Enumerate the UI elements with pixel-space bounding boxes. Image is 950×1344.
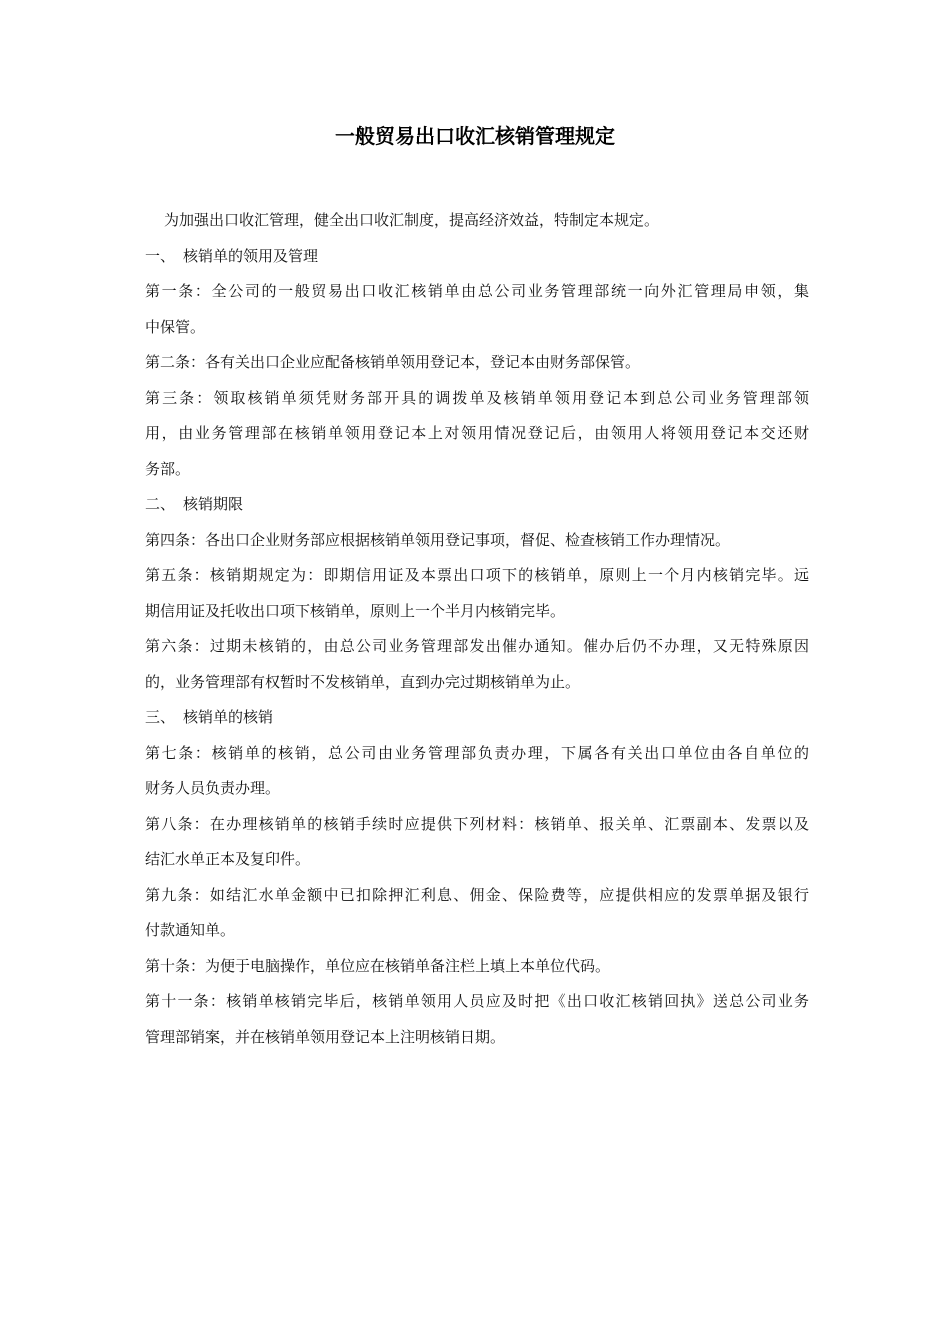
article-7-line-2: 财务人员负责办理。	[145, 779, 281, 797]
article-3-line-2: 用，由业务管理部在核销单领用登记本上对领用情况登记后，由领用人将领用登记本交还财	[145, 424, 809, 442]
article-11-line-1: 第十一条：核销单核销完毕后，核销单领用人员应及时把《出口收汇核销回执》送总公司业务	[145, 992, 809, 1010]
article-4-line-1: 第四条：各出口企业财务部应根据核销单领用登记事项，督促、检查核销工作办理情况。	[145, 530, 731, 549]
article-5-line-1: 第五条：核销期规定为：即期信用证及本票出口项下的核销单，原则上一个月内核销完毕。远	[145, 566, 809, 584]
article-10-line-1: 第十条：为便于电脑操作，单位应在核销单备注栏上填上本单位代码。	[145, 956, 611, 975]
section-title: 核销期限	[183, 495, 244, 513]
article-3-line-3: 务部。	[145, 459, 191, 478]
section-number: 二、	[145, 495, 176, 513]
article-5-line-2: 期信用证及托收出口项下核销单，原则上一个半月内核销完毕。	[145, 601, 566, 620]
article-6-line-1: 第六条：过期未核销的，由总公司业务管理部发出催办通知。催办后仍不办理，又无特殊原因	[145, 637, 809, 655]
article-2-line-1: 第二条：各有关出口企业应配备核销单领用登记本，登记本由财务部保管。	[145, 353, 641, 371]
document-title: 一般贸易出口收汇核销管理规定	[335, 124, 615, 148]
section-number: 三、	[145, 708, 176, 726]
intro-paragraph: 为加强出口收汇管理，健全出口收汇制度，提高经济效益，特制定本规定。	[164, 211, 660, 229]
article-9-line-1: 第九条：如结汇水单金额中已扣除押汇利息、佣金、保险费等，应提供相应的发票单据及银行	[145, 885, 809, 904]
article-6-line-2: 的，业务管理部有权暂时不发核销单，直到办完过期核销单为止。	[145, 672, 581, 691]
article-11-line-2: 管理部销案，并在核销单领用登记本上注明核销日期。	[145, 1027, 506, 1046]
section-heading-1	[145, 239, 809, 275]
section-title: 核销单的核销	[183, 708, 274, 726]
article-8-line-1: 第八条：在办理核销单的核销手续时应提供下列材料：核销单、报关单、汇票副本、发票以及	[145, 814, 809, 833]
article-7-line-1: 第七条：核销单的核销，总公司由业务管理部负责办理，下属各有关出口单位由各自单位的	[145, 743, 809, 762]
section-title: 核销单的领用及管理	[183, 246, 319, 265]
article-3-line-1: 第三条：领取核销单须凭财务部开具的调拨单及核销单领用登记本到总公司业务管理部领	[145, 388, 809, 407]
section-heading-2	[145, 487, 809, 523]
section-heading-3	[145, 700, 809, 736]
document-body	[145, 203, 809, 1055]
section-number: 一、	[145, 246, 176, 265]
article-8-line-2: 结汇水单正本及复印件。	[145, 850, 311, 868]
article-9-line-2: 付款通知单。	[145, 921, 236, 939]
article-1-line-1: 第一条：全公司的一般贸易出口收汇核销单由总公司业务管理部统一向外汇管理局申领，集	[145, 282, 809, 300]
article-1-line-2: 中保管。	[145, 317, 206, 336]
